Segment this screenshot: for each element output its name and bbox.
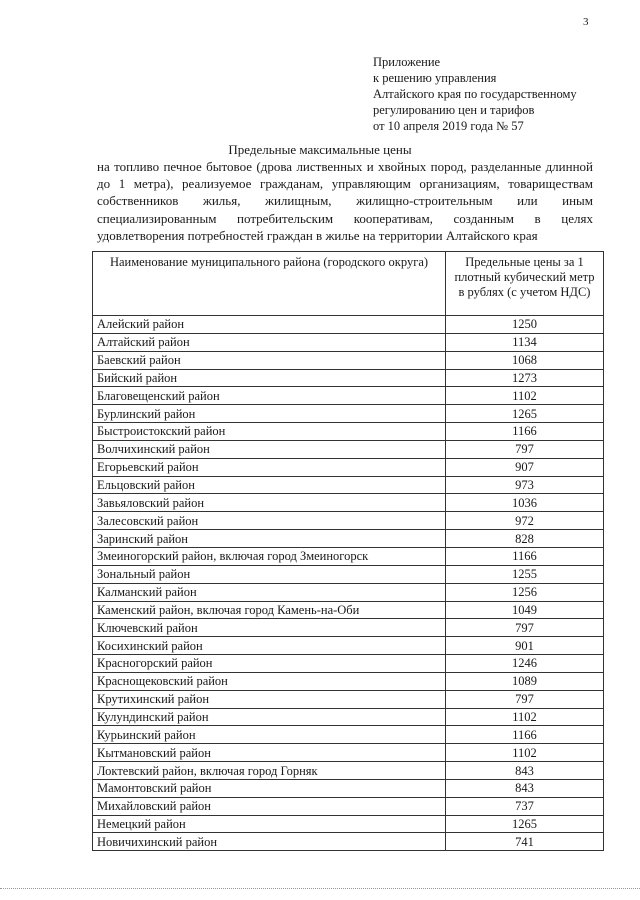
table-body <box>93 316 604 851</box>
table-row <box>93 815 604 833</box>
price-cell: 1089 <box>446 672 604 690</box>
district-name-cell: Алейский район <box>93 316 446 334</box>
price-cell: 1102 <box>446 744 604 762</box>
district-name-cell: Косихинский район <box>93 637 446 655</box>
price-cell: 843 <box>446 762 604 780</box>
district-name-cell: Егорьевский район <box>93 458 446 476</box>
price-cell: 1036 <box>446 494 604 512</box>
district-name-cell: Курьинский район <box>93 726 446 744</box>
district-name-cell: Крутихинский район <box>93 690 446 708</box>
table-row <box>93 655 604 673</box>
price-cell: 972 <box>446 512 604 530</box>
price-cell: 737 <box>446 797 604 815</box>
price-cell: 828 <box>446 530 604 548</box>
table-row <box>93 351 604 369</box>
table-row <box>93 512 604 530</box>
price-cell: 1134 <box>446 333 604 351</box>
appendix-line: Приложение <box>373 55 441 69</box>
table-row <box>93 333 604 351</box>
appendix-line: регулированию цен и тарифов <box>373 103 535 117</box>
table-row <box>93 387 604 405</box>
price-cell: 1265 <box>446 405 604 423</box>
table-row <box>93 672 604 690</box>
district-name-cell: Михайловский район <box>93 797 446 815</box>
price-cell: 797 <box>446 440 604 458</box>
price-cell: 843 <box>446 779 604 797</box>
table-row <box>93 601 604 619</box>
district-name-cell: Красногорский район <box>93 655 446 673</box>
table-row <box>93 744 604 762</box>
footer-divider <box>0 888 640 889</box>
district-name-cell: Благовещенский район <box>93 387 446 405</box>
appendix-line: к решению управления <box>373 71 497 85</box>
price-cell: 973 <box>446 476 604 494</box>
appendix-block <box>373 54 628 134</box>
table-row <box>93 708 604 726</box>
price-cell: 1166 <box>446 423 604 441</box>
price-cell: 1166 <box>446 726 604 744</box>
table-row <box>93 494 604 512</box>
price-cell: 1265 <box>446 815 604 833</box>
appendix-line: Алтайского края по государственному <box>373 87 577 101</box>
table-row <box>93 583 604 601</box>
district-name-cell: Кулундинский район <box>93 708 446 726</box>
table-row <box>93 565 604 583</box>
district-name-cell: Алтайский район <box>93 333 446 351</box>
table-row <box>93 833 604 851</box>
district-name-cell: Каменский район, включая город Камень-на-Оби <box>93 601 446 619</box>
table-header-row <box>93 252 604 316</box>
table-row <box>93 440 604 458</box>
price-cell: 1256 <box>446 583 604 601</box>
header-price: Предельные цены за 1 плотный кубический метр в рублях (с учетом НДС) <box>446 252 604 316</box>
table-row <box>93 797 604 815</box>
district-name-cell: Баевский район <box>93 351 446 369</box>
price-table <box>92 251 604 851</box>
price-cell: 1049 <box>446 601 604 619</box>
price-cell: 1255 <box>446 565 604 583</box>
document-subtitle: на топливо печное бытовое (дрова лиственных и хвойных пород, разделанные длинной до 1 метра), реализуемое гражданам, управляющим организациям, товариществам собственников жилья, жилищным, жилищно-строительным или иным специализированным потребительским кооперативам, созданным в целях удовлетворения потребностей граждан в жилье на территории Алтайского края <box>97 159 593 243</box>
appendix-line: от 10 апреля 2019 года № 57 <box>373 119 524 133</box>
price-cell: 1102 <box>446 387 604 405</box>
table-row <box>93 530 604 548</box>
district-name-cell: Ключевский район <box>93 619 446 637</box>
table-row <box>93 762 604 780</box>
price-cell: 1250 <box>446 316 604 334</box>
price-cell: 797 <box>446 619 604 637</box>
page-number: 3 <box>583 16 589 28</box>
district-name-cell: Краснощековский район <box>93 672 446 690</box>
table-row <box>93 423 604 441</box>
price-cell: 907 <box>446 458 604 476</box>
price-cell: 1273 <box>446 369 604 387</box>
district-name-cell: Кытмановский район <box>93 744 446 762</box>
table-row <box>93 458 604 476</box>
table-row <box>93 619 604 637</box>
price-cell: 1068 <box>446 351 604 369</box>
table-row <box>93 637 604 655</box>
table-row <box>93 405 604 423</box>
table-row <box>93 316 604 334</box>
table-row <box>93 690 604 708</box>
table-row <box>93 547 604 565</box>
price-cell: 797 <box>446 690 604 708</box>
district-name-cell: Ельцовский район <box>93 476 446 494</box>
district-name-cell: Бурлинский район <box>93 405 446 423</box>
district-name-cell: Мамонтовский район <box>93 779 446 797</box>
district-name-cell: Змеиногорский район, включая город Змеиногорск <box>93 547 446 565</box>
table-row <box>93 476 604 494</box>
table-row <box>93 726 604 744</box>
district-name-cell: Новичихинский район <box>93 833 446 851</box>
district-name-cell: Немецкий район <box>93 815 446 833</box>
district-name-cell: Залесовский район <box>93 512 446 530</box>
district-name-cell: Локтевский район, включая город Горняк <box>93 762 446 780</box>
district-name-cell: Калманский район <box>93 583 446 601</box>
price-cell: 741 <box>446 833 604 851</box>
table-row <box>93 369 604 387</box>
price-cell: 1166 <box>446 547 604 565</box>
price-cell: 901 <box>446 637 604 655</box>
district-name-cell: Бийский район <box>93 369 446 387</box>
document-title: Предельные максимальные цены <box>228 142 412 157</box>
table-row <box>93 779 604 797</box>
district-name-cell: Быстроистокский район <box>93 423 446 441</box>
header-district-name: Наименование муниципального района (городского округа) <box>93 252 446 316</box>
price-cell: 1102 <box>446 708 604 726</box>
district-name-cell: Завьяловский район <box>93 494 446 512</box>
district-name-cell: Волчихинский район <box>93 440 446 458</box>
price-cell: 1246 <box>446 655 604 673</box>
district-name-cell: Заринский район <box>93 530 446 548</box>
district-name-cell: Зональный район <box>93 565 446 583</box>
